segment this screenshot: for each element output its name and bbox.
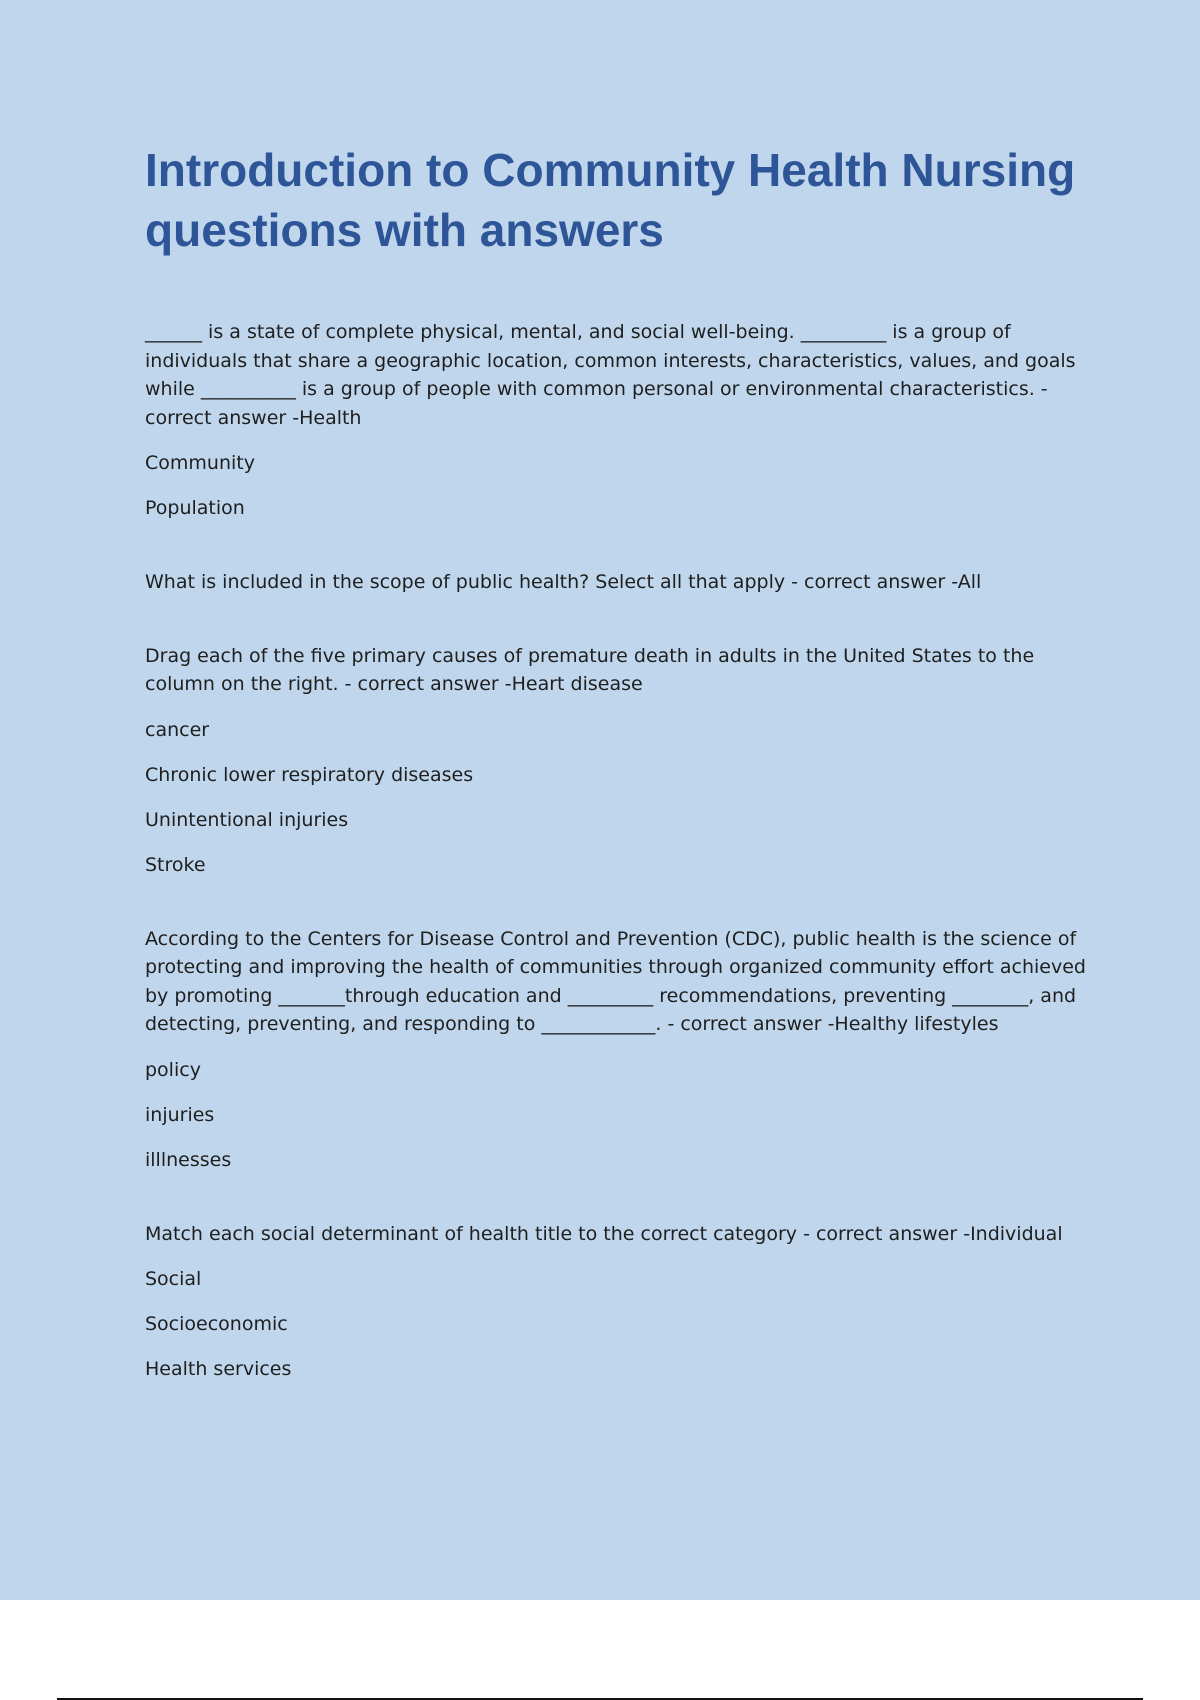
answer-line: Unintentional injuries: [145, 808, 349, 831]
answer-line: Chronic lower respiratory diseases: [145, 763, 474, 786]
answer-line: cancer: [145, 718, 210, 741]
answer-line: Population: [145, 497, 245, 519]
qa-item: [145, 1220, 1095, 1385]
question-text: According to the Centers for Disease Control and Prevention (CDC), public health is the science of protecting and improving the health of communities through organized community effort achieved by promoting _______through education and _________ recommendations, preventing ________, and detecting, preventing, and responding to ____________. - correct answer -Healthy lifestyles: [145, 927, 1086, 1035]
answer-line: injuries: [145, 1103, 215, 1126]
document-title: Introduction to Community Health Nursing questions with answers: [145, 144, 1076, 256]
answer-line: Socioeconomic: [145, 1313, 288, 1335]
question-text: ______ is a state of complete physical, mental, and social well-being. _________ is a group of individuals that share a geographic location, common interests, characteristics, values, and goals while __________ is a group of people with common personal or environmental characteristics. - correct answer -Health: [145, 321, 1076, 429]
question-text: Match each social determinant of health title to the correct category - correct answer -Individual: [145, 1222, 1063, 1245]
answer-line: Community: [145, 452, 255, 474]
qa-list: [145, 318, 1095, 1384]
document-content: [145, 140, 1095, 1429]
question-text: Drag each of the five primary causes of premature death in adults in the United States to the column on the right. - correct answer -Heart disease: [145, 644, 1035, 695]
answer-line: Stroke: [145, 853, 206, 876]
answer-line: Health services: [145, 1358, 292, 1380]
qa-item: [145, 642, 1095, 880]
qa-item: [145, 318, 1095, 523]
qa-item: [145, 925, 1095, 1175]
question-text: What is included in the scope of public health? Select all that apply - correct answer -All: [145, 571, 982, 593]
answer-line: policy: [145, 1058, 201, 1081]
qa-item: [145, 568, 1095, 597]
answer-line: illlnesses: [145, 1148, 232, 1171]
answer-line: Social: [145, 1268, 202, 1290]
